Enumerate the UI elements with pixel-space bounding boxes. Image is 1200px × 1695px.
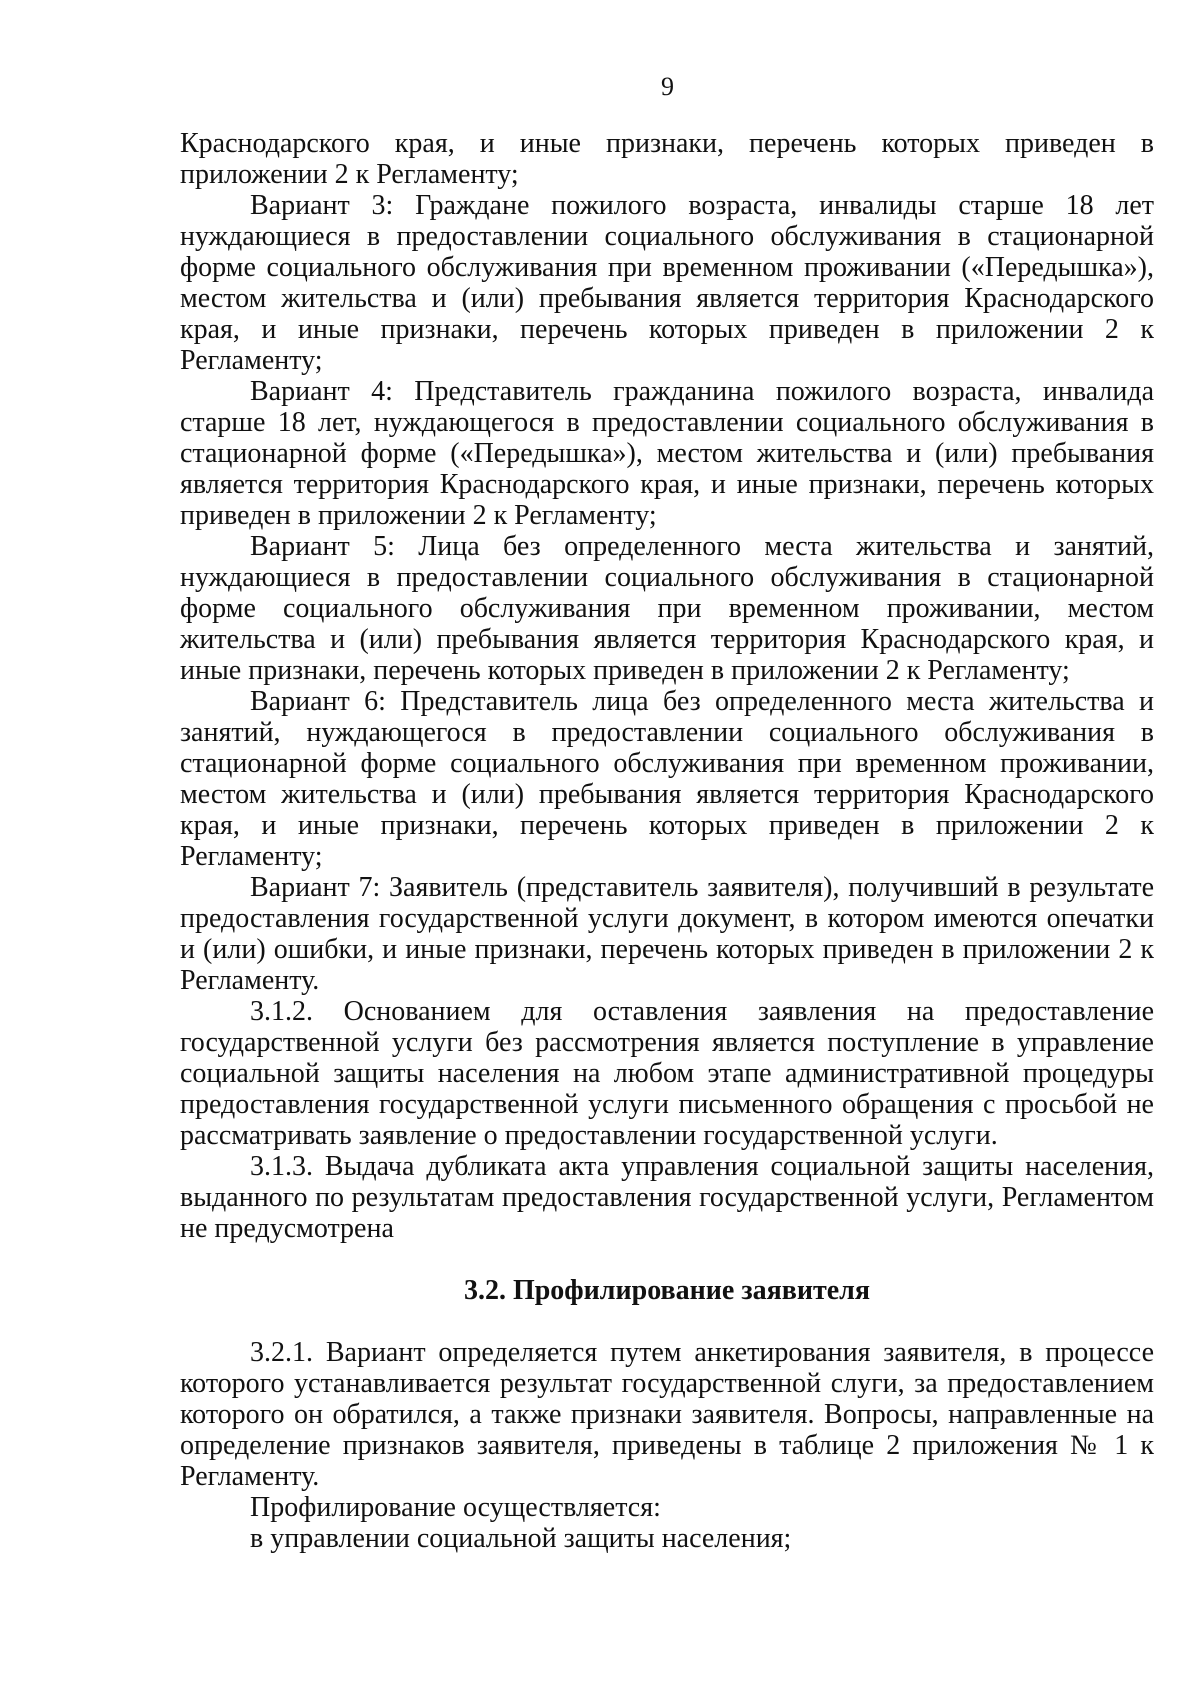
paragraph-profiling: Профилирование осуществляется: [250,1492,661,1523]
paragraph-3-1-2: 3.1.2. Основанием для оставления заявления на предоставление государственной услуги без рассмотрения является поступление в управление социальной защиты населения на любом этапе административной процедуры предоставления государственной услуги письменного обращения с просьбой не рассматривать заявление о предоставлении государственной услуги. [180,996,1154,1151]
paragraph-continuation: Краснодарского края, и иные признаки, перечень которых приведен в приложении 2 к Регламенту; [180,128,1154,190]
paragraph-variant-3: Вариант 3: Граждане пожилого возраста, инвалиды старше 18 лет нуждающиеся в предоставлении социального обслуживания в стационарной форме социального обслуживания при временном проживании («Передышка»), местом жительства и (или) пребывания является территория Краснодарского края, и иные признаки, перечень которых приведен в приложении 2 к Регламенту; [180,190,1154,376]
paragraph-variant-6: Вариант 6: Представитель лица без определенного места жительства и занятий, нуждающегося в предоставлении социального обслуживания в стационарной форме социального обслуживания при временном проживании, местом жительства и (или) пребывания является территория Краснодарского края, и иные признаки, перечень которых приведен в приложении 2 к Регламенту; [180,686,1154,872]
document-body [180,128,1154,1554]
paragraph-3-2-1: 3.2.1. Вариант определяется путем анкетирования заявителя, в процессе которого устанавливается результат государственной слуги, за предоставлением которого он обратился, а также признаки заявителя. Вопросы, направленные на определение признаков заявителя, приведены в таблице 2 приложения № 1 к Регламенту. [180,1337,1154,1492]
paragraph-variant-4: Вариант 4: Представитель гражданина пожилого возраста, инвалида старше 18 лет, нуждающегося в предоставлении социального обслуживания в стационарной форме («Передышка»), местом жительства и (или) пребывания является территория Краснодарского края, и иные признаки, перечень которых приведен в приложении 2 к Регламенту; [180,376,1154,531]
section-heading: 3.2. Профилирование заявителя [463,1275,871,1306]
paragraph-profiling-location: в управлении социальной защиты населения; [250,1523,792,1554]
paragraph-3-1-3: 3.1.3. Выдача дубликата акта управления социальной защиты населения, выданного по результатам предоставления государственной услуги, Регламентом не предусмотрена [180,1151,1154,1244]
page-number: 9 [661,72,674,101]
paragraph-variant-5: Вариант 5: Лица без определенного места жительства и занятий, нуждающиеся в предоставлении социального обслуживания в стационарной форме социального обслуживания при временном проживании, местом жительства и (или) пребывания является территория Краснодарского края, и иные признаки, перечень которых приведен в приложении 2 к Регламенту; [180,531,1154,686]
paragraph-variant-7: Вариант 7: Заявитель (представитель заявителя), получивший в результате предоставления государственной услуги документ, в котором имеются опечатки и (или) ошибки, и иные признаки, перечень которых приведен в приложении 2 к Регламенту. [180,872,1154,996]
